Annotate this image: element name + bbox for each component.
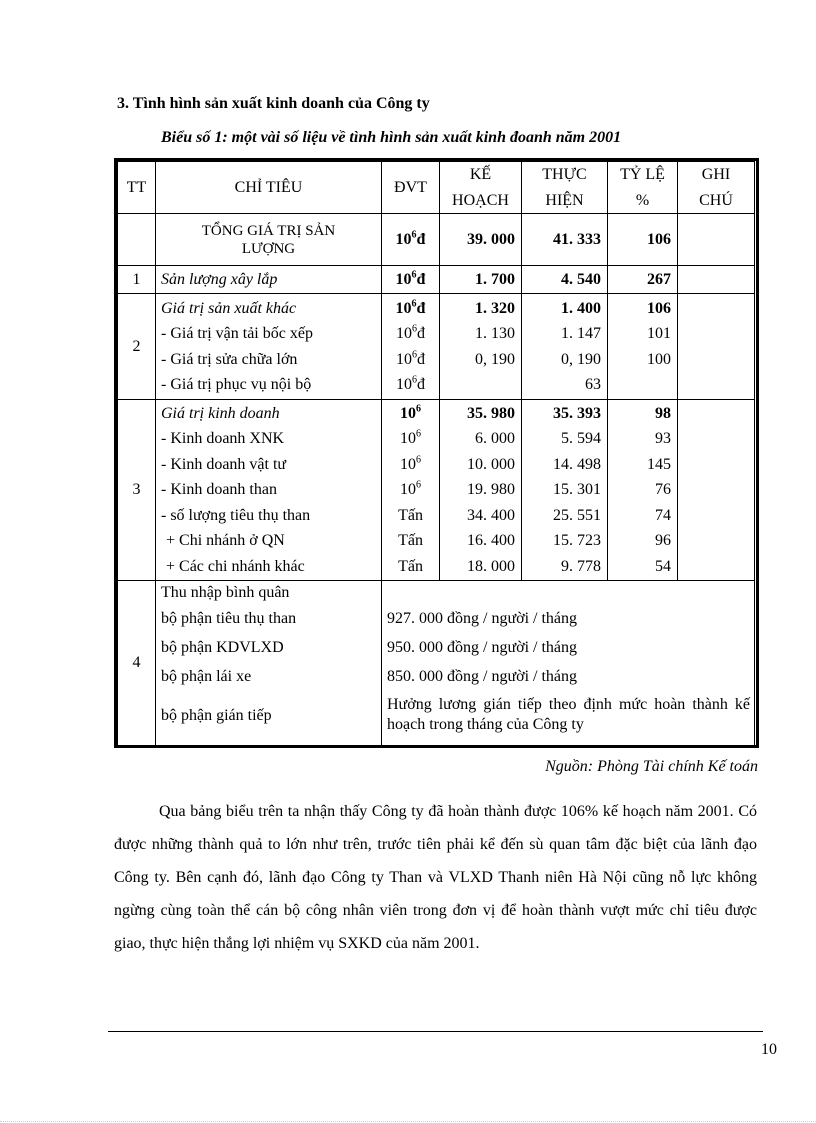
- table-caption: Biểu số 1: một vài số liệu về tình hình sản xuất kinh đoanh năm 2001: [161, 129, 622, 146]
- table-row-group-2: [118, 294, 755, 400]
- footer-rule: [108, 1031, 763, 1032]
- group-1-tt: 1: [118, 266, 156, 294]
- group-3-labels: Giá trị kinh doanh - Kinh doanh XNK - Kinh doanh vật tư - Kinh doanh than - số lượng tiêu thụ than + Chi nhánh ở QN + Các chi nhánh khác: [156, 400, 382, 581]
- header-ke-hoach: KẾ HOẠCH: [440, 162, 522, 214]
- total-pct: 106: [608, 214, 678, 266]
- group-2-pct: 106 101 100: [608, 294, 678, 400]
- header-tt: TT: [118, 162, 156, 214]
- group-3-actual: 35. 393 5. 594 14. 498 15. 301 25. 551 15. 723 9. 778: [522, 400, 608, 581]
- group-4-values: 927. 000 đồng / người / tháng 950. 000 đồng / người / tháng 850. 000 đồng / người / tháng Hưởng lương gián tiếp theo định mức hoàn thành kế hoạch trong tháng của Công ty: [382, 581, 755, 746]
- group-2-label: Giá trị sản xuất khác: [161, 299, 297, 317]
- statistics-table: [117, 161, 755, 746]
- group-1-actual: 4. 540: [522, 266, 608, 294]
- group-2-label: - Giá trị vận tải bốc xếp: [161, 325, 313, 342]
- group-2-actual: 1. 400 1. 147 0, 190 63: [522, 294, 608, 400]
- table-row-group-4: [118, 581, 755, 746]
- group-2-labels: [156, 294, 382, 400]
- table-row-group-3: [118, 400, 755, 581]
- total-actual: 41. 333: [522, 214, 608, 266]
- table-header-row: [118, 162, 755, 214]
- page-number: 10: [761, 1041, 777, 1058]
- group-3-plan: 35. 980 6. 000 10. 000 19. 980 34. 400 16. 400 18. 000: [440, 400, 522, 581]
- group-2-tt: 2: [118, 294, 156, 400]
- header-ty-le: TỶ LỆ %: [608, 162, 678, 214]
- total-unit: $10^6đ$: [382, 214, 440, 266]
- source-note: Nguồn: Phòng Tài chính Kế toán: [545, 758, 758, 775]
- group-1-unit: $10^6đ$: [382, 266, 440, 294]
- group-3-units: $10^6$ $10^6$ $10^6$ $10^6$ Tấn Tấn Tấn: [382, 400, 440, 581]
- group-3-tt: 3: [118, 400, 156, 581]
- page-edge: [0, 1121, 816, 1122]
- group-2-units: $10^6đ$ $10^6đ$ $10^6đ$ $10^6đ$: [382, 294, 440, 400]
- group-4-tt: 4: [118, 581, 156, 746]
- body-paragraph: Qua bảng biểu trên ta nhận thấy Công ty đã hoàn thành được 106% kế hoạch năm 2001. Có được những thành quả to lớn như trên, trước tiên phải kể đến sù quan tâm đặc biệt của lãnh đạo Công ty. Bên cạnh đó, lãnh đạo Công ty Than và VLXD Thanh niên Hà Nội cũng nỗ lực không ngừng cùng toàn thể cán bộ công nhân viên trong đơn vị để hoàn thành vượt mức chỉ tiêu được giao, thực hiện thắng lợi nhiệm vụ SXKD của năm 2001.: [114, 803, 757, 952]
- group-1-label: Sản lượng xây lắp: [156, 266, 382, 294]
- total-label: TỔNG GIÁ TRỊ SẢN LƯỢNG: [156, 214, 382, 266]
- group-1-plan: 1. 700: [440, 266, 522, 294]
- total-plan: 39. 000: [440, 214, 522, 266]
- table-row-total: [118, 214, 755, 266]
- table-row-group-1: [118, 266, 755, 294]
- section-heading: 3. Tình hình sản xuất kinh doanh của Công ty: [117, 95, 430, 112]
- group-2-label: - Giá trị sửa chữa lớn: [161, 350, 298, 368]
- header-ghi-chu: GHI CHÚ: [678, 162, 755, 214]
- header-thuc-hien: THỰC HIỆN: [522, 162, 608, 214]
- header-chi-tieu: CHỈ TIÊU: [156, 162, 382, 214]
- group-2-label: - Giá trị phục vụ nội bộ: [161, 376, 312, 393]
- group-2-plan: 1. 320 1. 130 0, 190: [440, 294, 522, 400]
- group-4-labels: Thu nhập bình quân bộ phận tiêu thụ than bộ phận KDVLXD bộ phận lái xe bộ phận gián tiếp: [156, 581, 382, 746]
- group-3-pct: 98 93 145 76 74 96 54: [608, 400, 678, 581]
- group-1-pct: 267: [608, 266, 678, 294]
- header-dvt: ĐVT: [382, 162, 440, 214]
